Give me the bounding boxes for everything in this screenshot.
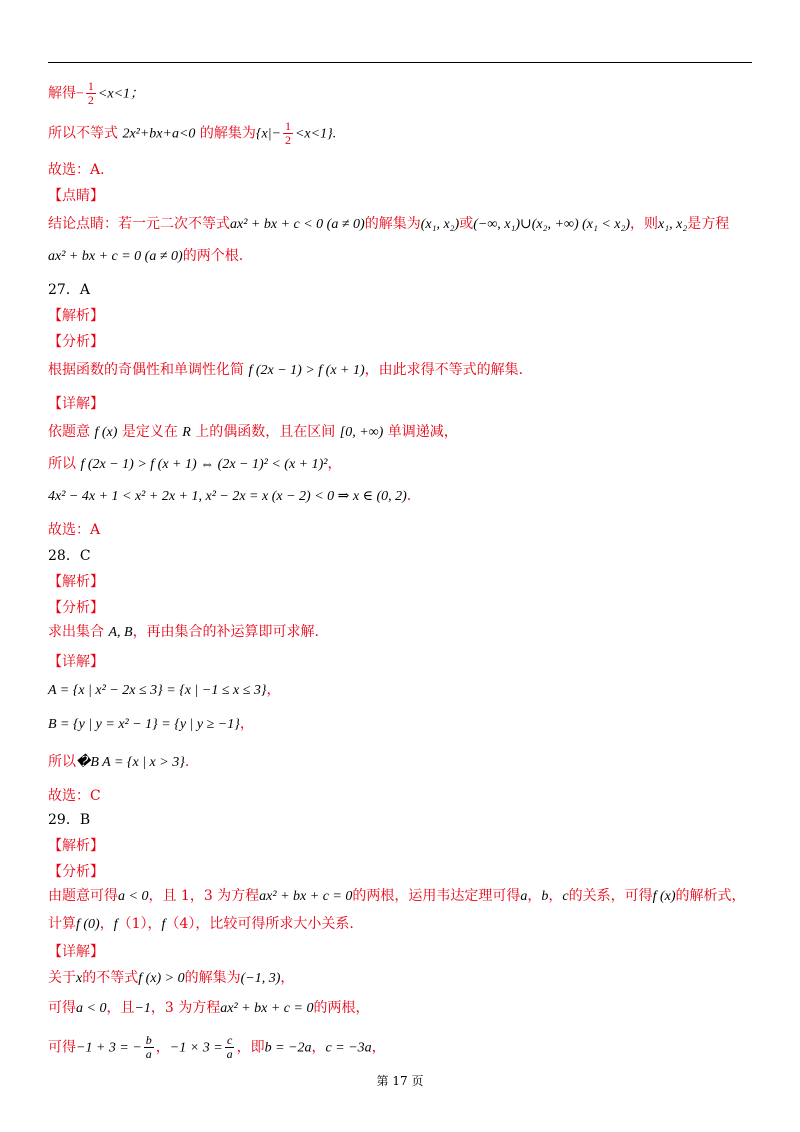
section-jiexi: 【解析】 [48,574,104,590]
question-27-header: 27．A [48,282,90,298]
line-28-complement: 所以�B A = {x | x > 3}. [48,754,190,770]
line-solution-set: 所以不等式 2x²+bx+a<0 的解集为{x|− $\frac{1}{2}$ <x<1}. [48,119,337,147]
line-29-analysis-2: 计算f (0)，f（1），f（4），比较可得所求大小关系. [48,916,354,932]
line-27-detail-3: 4x² − 4x + 1 < x² + 2x + 1, x² − 2x = x (x − 2) < 0 ⇒ x ∈ (0, 2). [48,488,412,504]
line-27-detail-1: 依题意 f (x) 是定义在 R 上的偶函数，且在区间 [0, +∞) 单调递减， [48,424,458,440]
page-footer: 第 17 页 [376,1074,424,1088]
line-27-detail-2: 所以 f (2x − 1) > f (x + 1) ⇔ (2x − 1)² < (x + 1)²， [48,456,342,472]
line-29-detail-2: 可得a < 0，且−1，3 为方程ax² + bx + c = 0的两根， [48,1000,370,1016]
section-jiexi: 【解析】 [48,308,104,324]
answer-line: 故选：C [48,788,101,804]
line-solve-result: 解得− $\frac{1}{2}$ <x<1； [48,79,145,107]
line-28-analysis: 求出集合 A, B，再由集合的补运算即可求解. [48,624,320,640]
answer-line: 故选：A [48,522,101,538]
line-27-analysis: 根据函数的奇偶性和单调性化简 f (2x − 1) > f (x + 1)，由此求得不等式的解集. [48,362,524,378]
line-conclusion-2: ax² + bx + c = 0 (a ≠ 0)的两个根. [48,248,244,264]
line-29-detail-1: 关于x的不等式f (x) > 0的解集为(−1, 3)， [48,970,295,986]
section-xiangjie: 【详解】 [48,654,104,670]
line-29-detail-3: 可得−1 + 3 = − $\frac{b}{a}$ ，−1 × 3 = $\frac{c}{a}$ ，即b = −2a，c = −3a， [48,1033,386,1061]
question-29-header: 29．B [48,812,91,828]
section-fenxi: 【分析】 [48,864,104,880]
section-dianjing: 【点睛】 [48,188,104,204]
line-29-analysis-1: 由题意可得a < 0，且 1，3 为方程ax² + bx + c = 0的两根，运用韦达定理可得a，b，c的关系，可得f (x)的解析式， [48,888,746,904]
section-jiexi: 【解析】 [48,838,104,854]
question-28-header: 28．C [48,548,91,564]
line-28-set-b: B = {y | y = x² − 1} = {y | y ≥ −1}， [48,716,254,732]
section-fenxi: 【分析】 [48,600,104,616]
section-xiangjie: 【详解】 [48,944,104,960]
section-xiangjie: 【详解】 [48,396,104,412]
answer-line: 故选：A. [48,162,105,178]
line-28-set-a: A = {x | x² − 2x ≤ 3} = {x | −1 ≤ x ≤ 3}， [48,682,281,698]
header-rule [48,62,752,63]
section-fenxi: 【分析】 [48,334,104,350]
line-conclusion: 结论点睛：若一元二次不等式ax² + bx + c < 0 (a ≠ 0)的解集为(x₁, x₂)或(−∞, x₁)∪(x₂, +∞) (x₁ < x₂)，则x₁, x₂是方程 [48,216,730,232]
